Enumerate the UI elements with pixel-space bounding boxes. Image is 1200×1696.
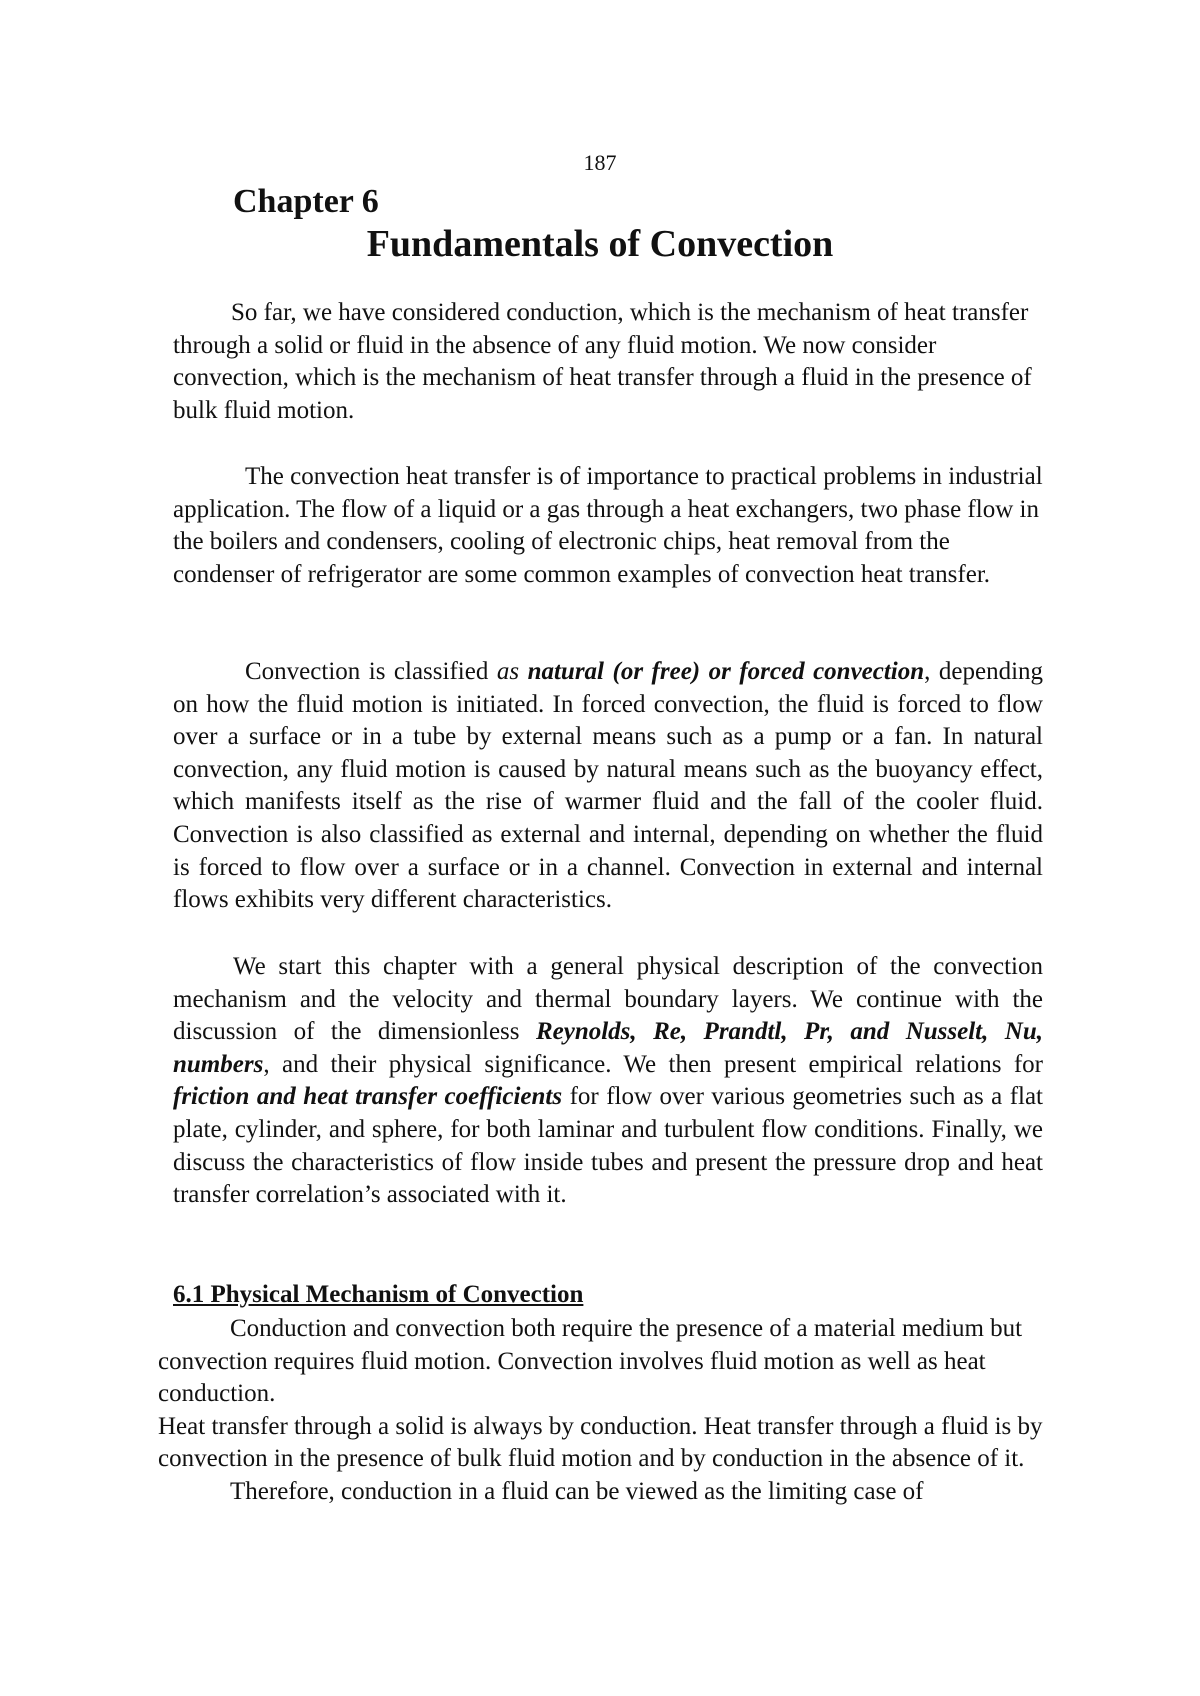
emphasis-coefficients: friction and heat transfer coefficients (173, 1083, 563, 1111)
emphasis-dimensionless-numbers: Reynolds, Re, Prandtl, Pr, and Nusselt, Nu, numbers (173, 1018, 1043, 1078)
paragraph-text (173, 656, 1043, 917)
paragraph-importance (173, 461, 1043, 591)
paragraph-classification (173, 656, 1043, 917)
section-heading: 6.1 Physical Mechanism of Convection (173, 1281, 584, 1308)
chapter-title: Fundamentals of Convection (366, 223, 834, 265)
emphasis-natural: natural (527, 658, 604, 685)
text-run: We start this chapter with a general physical description of the convection mechanism and the velocity and thermal boundary layers. We continue with the discussion of the dimensionless (173, 953, 1043, 1046)
paragraph-text: Therefore, conduction in a fluid can be viewed as the limiting case of (230, 1477, 924, 1505)
paragraph-text: The convection heat transfer is of importance to practical problems in industrial application. The flow of a liquid or a gas through a heat exchangers, two phase flow in the boilers and condensers, cooling of electronic chips, heat removal from the condenser of refrigerator are some common examples of convection heat transfer. (173, 463, 1043, 588)
emphasis-forced: (or free) or forced convection (612, 658, 925, 685)
section-body (158, 1313, 1043, 1509)
paragraph-text: So far, we have considered conduction, which is the mechanism of heat transfer through a solid or fluid in the absence of any fluid motion. We now consider convection, which is the mechanism of heat transfer through a fluid in the presence of bulk fluid motion. (173, 299, 1032, 424)
paragraph-text (173, 951, 1043, 1212)
page-number: 187 (583, 150, 617, 175)
chapter-label: Chapter 6 (233, 183, 379, 220)
paragraph-text: Conduction and convection both require the presence of a material medium but convection requires fluid motion. Convection involves fluid motion as well as heat conduction. (158, 1315, 1023, 1408)
paragraph-intro (173, 297, 1043, 427)
text-run: Convection is classified (245, 658, 489, 685)
text-run: , and their physical significance. We then present empirical relations for (263, 1050, 1043, 1078)
paragraph-text: Heat transfer through a solid is always by conduction. Heat transfer through a fluid is by convection in the presence of bulk fluid motion and by conduction in the absence of it. (158, 1412, 1043, 1473)
text-run: for flow over various geometries such as a flat plate, cylinder, and sphere, for both laminar and turbulent flow conditions. Finally, we discuss the characteristics of flow inside tubes and present the pressure drop and heat transfer correlation’s associated with it. (173, 1083, 1044, 1209)
paragraph-chapter-overview (173, 951, 1043, 1212)
text-run: , depending on how the fluid motion is initiated. In forced convection, the fluid is forced to flow over a surface or in a tube by external means such as a pump or a fan. In natural convection, any fluid motion is caused by natural means such as the buoyancy effect, which manifests itself as the rise of warmer fluid and the fall of the cooler fluid. Convection is also classified as external and internal, depending on whether the fluid is forced to flow over a surface or in a channel. Convection in external and internal flows exhibits very different characteristics. (173, 658, 1044, 914)
italic-word: as (496, 658, 520, 685)
